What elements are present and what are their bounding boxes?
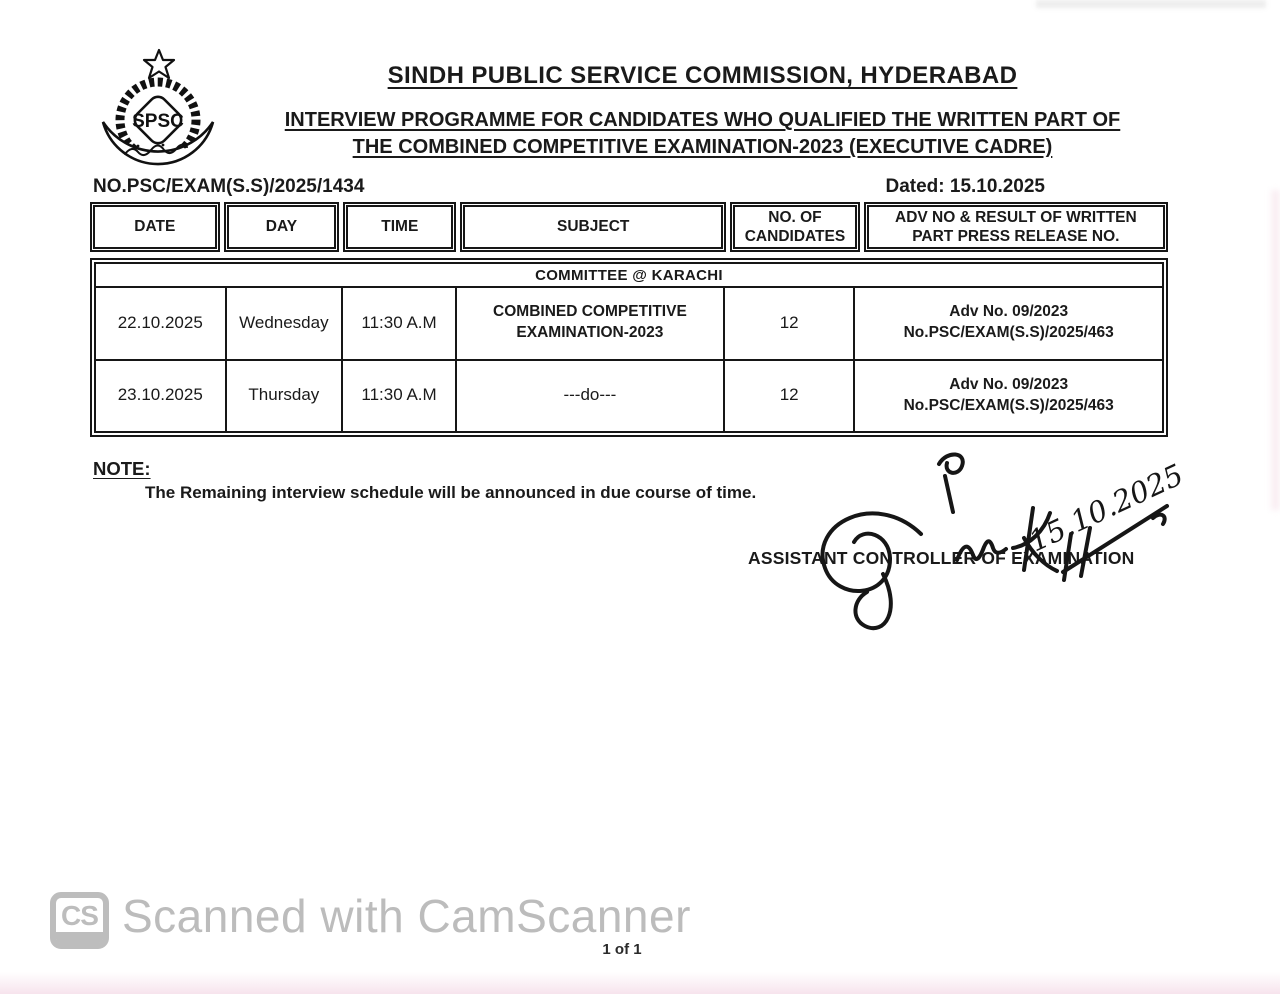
cell-adv bbox=[855, 288, 1162, 359]
note-label: NOTE: bbox=[93, 458, 151, 479]
cell-candidates: 12 bbox=[725, 361, 856, 432]
schedule-table-header bbox=[90, 202, 1168, 252]
document-header bbox=[230, 62, 1175, 161]
adv-line-2: No.PSC/EXAM(S.S)/2025/463 bbox=[903, 324, 1114, 342]
document-subtitle bbox=[230, 107, 1175, 161]
cell-date: 23.10.2025 bbox=[96, 361, 227, 432]
reference-number: NO.PSC/EXAM(S.S)/2025/1434 bbox=[93, 176, 365, 197]
signatory-title: ASSISTANT CONTROLLER OF EXAMINATION bbox=[748, 548, 1135, 568]
script-dot bbox=[137, 145, 140, 148]
cell-date: 22.10.2025 bbox=[96, 288, 227, 359]
header-cell-date: DATE bbox=[90, 202, 220, 252]
adv-line-1: Adv No. 09/2023 bbox=[949, 303, 1069, 321]
header-cell-candidates: NO. OF CANDIDATES bbox=[730, 202, 860, 252]
scan-smudge-top bbox=[1036, 0, 1266, 8]
dated-label: Dated: 15.10.2025 bbox=[885, 176, 1045, 197]
reference-row bbox=[93, 176, 1045, 198]
page-title: SINDH PUBLIC SERVICE COMMISSION, HYDERABAD bbox=[387, 62, 1018, 89]
cell-time: 11:30 A.M bbox=[343, 361, 457, 432]
cell-adv bbox=[855, 361, 1162, 432]
scan-smudge-right bbox=[1271, 190, 1280, 510]
signature-stroke bbox=[1013, 513, 1050, 548]
cell-day: Thursday bbox=[227, 361, 344, 432]
signature-stroke bbox=[1153, 515, 1165, 524]
table-row bbox=[96, 361, 1162, 432]
adv-line-1: Adv No. 09/2023 bbox=[949, 375, 1069, 393]
schedule-table-body bbox=[90, 258, 1168, 437]
header-cell-time: TIME bbox=[343, 202, 456, 252]
header-cell-day: DAY bbox=[224, 202, 340, 252]
scan-edge-pink-band bbox=[0, 972, 1280, 994]
cell-day: Wednesday bbox=[227, 288, 344, 359]
signature-stroke bbox=[939, 454, 963, 512]
cell-subject: COMBINED COMPETITIVE EXAMINATION-2023 bbox=[457, 288, 725, 359]
header-cell-adv: ADV NO & RESULT OF WRITTEN PART PRESS RELEASE NO. bbox=[864, 202, 1168, 252]
cell-candidates: 12 bbox=[725, 288, 856, 359]
handwritten-signature bbox=[733, 440, 1205, 640]
signature-date: 15.10.2025 bbox=[1023, 457, 1189, 559]
emblem-text: SPSC bbox=[132, 111, 184, 132]
subtitle-line-1: INTERVIEW PROGRAMME FOR CANDIDATES WHO QUALIFIED THE WRITTEN PART OF bbox=[284, 109, 1121, 131]
script-dot bbox=[162, 144, 165, 147]
committee-section-row: COMMITTEE @ KARACHI bbox=[96, 264, 1162, 288]
cell-subject: ---do--- bbox=[457, 361, 725, 432]
cell-time: 11:30 A.M bbox=[343, 288, 457, 359]
script-dot bbox=[184, 146, 187, 149]
camscanner-watermark-text: Scanned with CamScanner bbox=[122, 890, 691, 942]
note-text: The Remaining interview schedule will be announced in due course of time. bbox=[145, 483, 757, 502]
cs-letters: CS bbox=[61, 900, 98, 931]
header-cell-subject: SUBJECT bbox=[460, 202, 726, 252]
table-row bbox=[96, 288, 1162, 361]
star-icon bbox=[144, 50, 174, 78]
page-indicator: 1 of 1 bbox=[602, 941, 642, 958]
spsc-emblem-logo bbox=[93, 48, 223, 180]
subtitle-line-2: THE COMBINED COMPETITIVE EXAMINATION-2023 (EXECUTIVE CADRE) bbox=[352, 136, 1053, 158]
adv-line-2: No.PSC/EXAM(S.S)/2025/463 bbox=[903, 396, 1114, 414]
signature-stroke bbox=[855, 574, 890, 628]
